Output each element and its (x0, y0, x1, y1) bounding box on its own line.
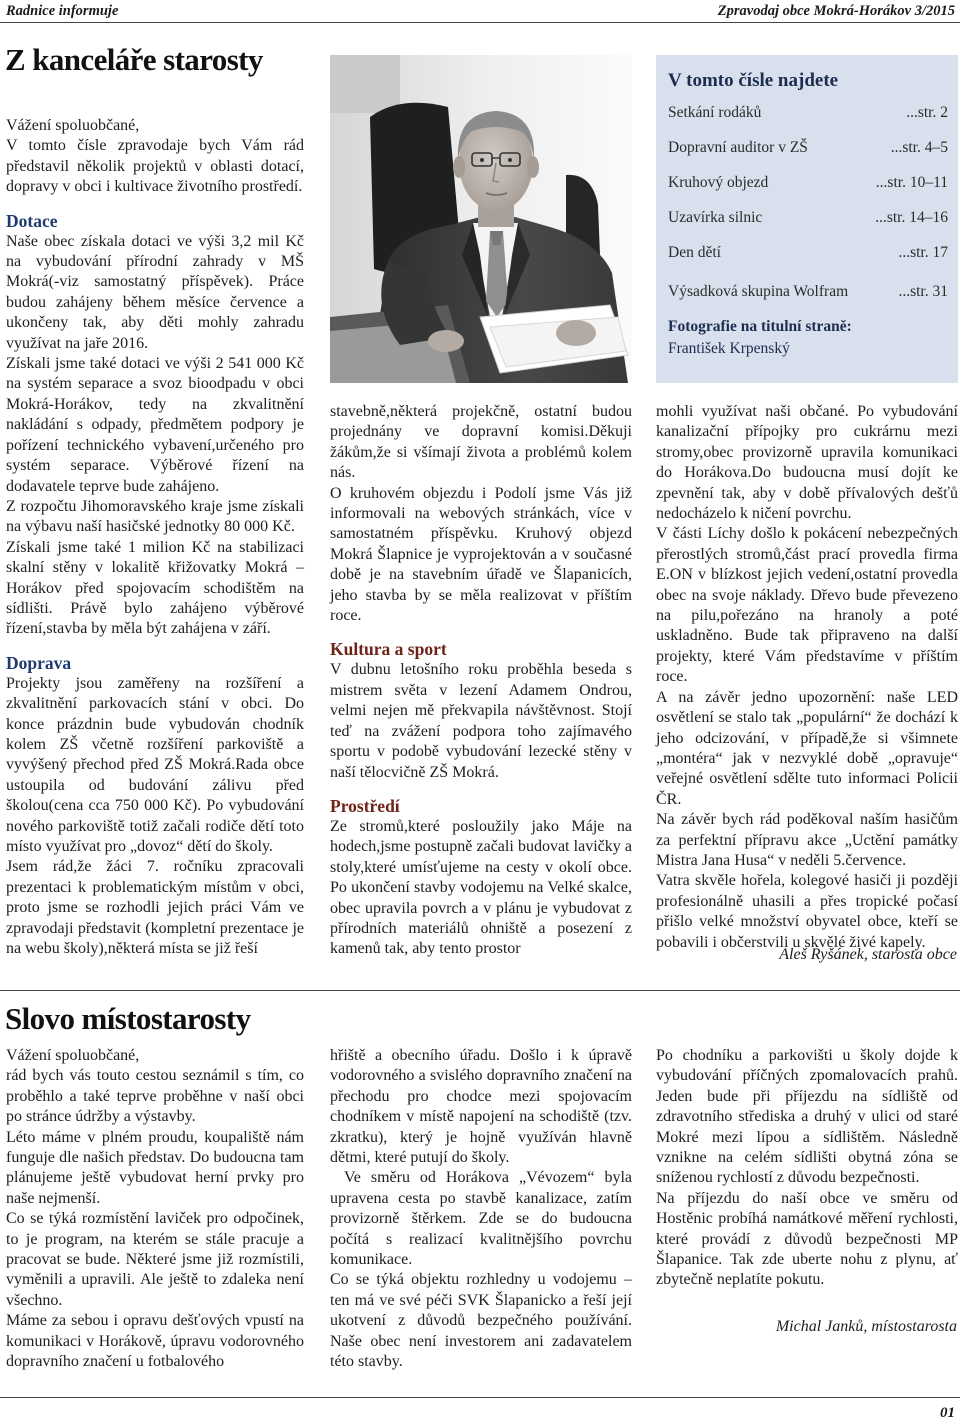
prostredi-paragraph: A na závěr jedno upozornění: naše LED osvětlení se stalo tak „populární“ že dochází k jeho odcizování, v případě,že si všimnete „montéra“ jak v nezvyklé době „opravuje“ veřejné osvětlení sdělte tuto informaci Policii ČR. (656, 688, 958, 808)
article1-signature: Aleš Ryšánek, starosta obce (779, 946, 957, 963)
contents-item (668, 103, 948, 138)
paragraph: Ve směru od Horákova „Vévozem“ byla upravena cesta po stavbě kanalizace, zatím provizorně štěrkem. Zde se do budoucna počítá s realizací kvalitnějšího povrchu komunikace. (330, 1169, 632, 1269)
contents-item-page: ...str. 31 (898, 283, 948, 300)
doprava-paragraph: stavebně,některá projekčně, ostatní budou projednány ve dopravní komisi.Děkuji žákům,že si všímají života a problémů kolem nás. (330, 403, 632, 482)
prostredi-paragraph: Vatra skvěle hořela, kolegové hasiči ji později profesionálně uhasili a přes tropické počasí přišlo velké množství obyvatel obce, kteří se pobavili i občerstvili u skvělé živé kapely. (656, 872, 958, 951)
article-title: Slovo místostarosty (5, 1001, 251, 1036)
running-header-section: Radnice informuje (6, 3, 119, 19)
article-separator-rule (0, 990, 960, 991)
article2-signature: Michal Janků, místostarosta (775, 1318, 957, 1335)
article2-column-3 (656, 1046, 958, 1291)
contents-item (668, 243, 948, 278)
paragraph: Po chodníku a parkovišti u školy dojde k vybudování příčných zpomalovacích prahů. Jeden bude při příjezdu na sídliště od zdravotního střediska a druhý v ulici od staré Mokré mezi lípou a sídlištěm. Následně vznikne na celém sídlišti obytná zóna se sníženou rychlostí z důvodu bezpečnosti. (656, 1047, 958, 1187)
footer-rule (0, 1397, 960, 1398)
paragraph: hřiště a obecního úřadu. Došlo i k úpravě vodorovného a svislého dopravního značení na přechodu pro chodce mezi spojovacím chodníkem v místě napojení na schodiště (tzv. zkratku), který je hojně využíván hlavně dětmi, které putují do školy. (330, 1047, 632, 1167)
article1-column-2 (330, 402, 632, 960)
paragraph: Na příjezdu do naší obce ve směru od Hostěnic probíhá namátkové měření rychlosti, které provádí z důvodů bezpečnosti MP Šlapanice. Tak zde uberte nohu z plynu, ať zbytečně neplatíte pokutu. (656, 1189, 958, 1289)
dotace-paragraph: Naše obec získala dotaci ve výši 3,2 mil Kč na vybudování přírodní zahrady v MŠ Mokrá(-viz samostatný příspěvek). Práce budou zahájeny během měsíce července a ukončeny tak, aby děti mohly zahradu využívat na jaře 2016. (6, 232, 304, 352)
contents-item-label: Setkání rodáků (668, 104, 762, 121)
prostredi-paragraph: V části Líchy došlo k pokácení nebezpečných přerostlých stromů,část prací provedla firma E.ON v blízkost jejich vedení,ostatní provedla obec na svoje náklady. Dřevo bude převezeno na pilu,pořezáno na hranoly a poté uskladněno. Bude tak připraveno na další projekty, které Vám představíme v příštím roce. (656, 525, 958, 686)
article1-column-1 (6, 116, 304, 959)
dotace-paragraph: Získali jsme také dotaci ve výši 2 541 000 Kč na systém separace a svoz bioodpadu v obci Mokrá-Horákov, tedy na zkvalitnění nakládání s odpady, předmětem podpory je pořízení technického vybavení,určeného pro systém separace. Výběrové řízení na dodavatele teprve bude zahájeno. (6, 355, 304, 495)
prostredi-paragraph: Ze stromů,které posloužily jako Máje na hodech,jsme postupně začali budovat lavičky a stoly,které umísťujeme na cesty v okolí obce. Po ukončení stavby vodojemu na Velké skalce, obec upravila povrch a v plánu je vybudovat z přírodních materiálů ohniště a posezení z kamenů tak, aby tento prostor (330, 817, 632, 958)
paragraph: Co se týká objektu rozhledny u vodojemu – ten má ve své péči SVK Šlapanicko a řeší její ukotvení z důvodů bezpečného používání. Naše obec není investorem ani zadavatelem této stavby. (330, 1271, 632, 1371)
section-heading-kultura: Kultura a sport (330, 639, 447, 660)
dotace-paragraph: Z rozpočtu Jihomoravského kraje jsme získali na výbavu naší hasičské jednotky 80 000 Kč. (6, 497, 304, 536)
contents-item-label: Dopravní auditor v ZŠ (668, 139, 808, 156)
paragraph: Co se týká rozmístění laviček pro odpočinek, to je program, na kterém se stále pracuje a pracovat se bude. Některé jsme již rozmístili, vyměnili a upravili. Ale ještě to zdaleka není všechno. (6, 1210, 304, 1309)
prostredi-paragraph: mohli využívat naši občané. Po vybudování kanalizační přípojky pro cukrárnu mezi stromy,obec provizorně upravila komunikaci do Horákova.Do budoucna musí dojít ke zpevnění tak, aby v době přívalových dešťů nedocházelo k ničení povrchu. (656, 403, 958, 523)
doprava-paragraph: Jsem rád,že žáci 7. ročníku zpracovali prezentaci k problematickým místům v obci, proto jsme se rozhodli jejich práci Vám ve zpravodaji představit (kompletní prezentace je na webu školy),některá místa se již řeší (6, 858, 304, 958)
contents-item-label: Den dětí (668, 244, 721, 261)
article-title: Z kanceláře starosty (5, 42, 263, 77)
portrait-illustration (330, 55, 632, 383)
photo-credit-name: František Krpenský (668, 340, 790, 357)
contents-item-label: Uzavírka silnic (668, 209, 763, 226)
contents-item-page: ...str. 17 (898, 244, 948, 261)
doprava-paragraph: O kruhovém objezdu i Podolí jsme Vás již informovali na webových stránkách, více v samostatném příspěvku. Kruhový objezd Mokrá Šlapnice je vyprojektován a v současné době je na stavebním úřadě ve Šlapanicích, jeho stavba by se měla realizovat v příštím roce. (330, 484, 632, 625)
contents-item (668, 282, 948, 306)
contents-item (668, 138, 948, 173)
contents-item-label: Výsadková skupina Wolfram (668, 283, 849, 300)
contents-item-label: Kruhový objezd (668, 174, 769, 191)
contents-item (668, 208, 948, 243)
section-heading-prostredi: Prostředí (330, 795, 400, 816)
article2-column-1 (6, 1046, 304, 1373)
contents-item-page: ...str. 10–11 (875, 174, 948, 191)
contents-item-page: ...str. 14–16 (875, 209, 948, 226)
article2-column-2 (330, 1046, 632, 1373)
dotace-paragraph: Získali jsme také 1 milion Kč na stabilizaci skalní stěny v lokalitě křižovatky Mokrá –Horákov před spojovacím schodištěm na sídlišti. Právě bylo zahájeno výběrové řízení,stavba by měla být zahájena v září. (6, 538, 304, 638)
portrait-photo (330, 55, 632, 383)
header-rule (0, 22, 960, 23)
prostredi-paragraph: Na závěr bych rád poděkoval naším hasičům za perfektní přípravu akce „Uctění památky Mistra Jana Husa“ v neděli 5.července. (656, 811, 958, 869)
contents-box (656, 55, 958, 383)
section-heading-dotace: Dotace (6, 210, 58, 231)
contents-item-page: ...str. 4–5 (890, 139, 948, 156)
intro-paragraph: V tomto čísle zpravodaje bych Vám rád představil několik projektů v oblasti dotací, dopravy v obci i kultivace životního prostředí. (6, 137, 304, 196)
paragraph: Léto máme v plném proudu, koupaliště nám funguje dle našich představ. Do budoucna tam plánujeme ještě vybudovat herní prvky pro naše nejmenší. (6, 1128, 304, 1207)
article1-column-3 (656, 402, 958, 953)
contents-item (668, 173, 948, 208)
contents-title: V tomto čísle najdete (668, 70, 839, 91)
section-heading-doprava: Doprava (6, 652, 72, 673)
paragraph: rád bych vás touto cestou seznámil s tím, co proběhlo a také teprve proběhne v naší obci po stránce údržby a výstavby. (6, 1067, 304, 1126)
contents-item-page: ...str. 2 (906, 104, 948, 121)
window (330, 55, 400, 113)
greeting: Vážení spoluobčané, (6, 117, 140, 134)
running-header-publication: Zpravodaj obce Mokrá-Horákov 3/2015 (717, 3, 955, 19)
greeting: Vážení spoluobčané, (6, 1047, 140, 1064)
photo-credit-label: Fotografie na titulní straně: (668, 318, 852, 335)
page-number: 01 (940, 1405, 955, 1421)
kultura-paragraph: V dubnu letošního roku proběhla beseda s mistrem světa v lezení Adamem Ondrou, velmi nejen mě překvapila návštěvnost. Stojí teď na zvážení podpora toho zajímavého sportu v podobě vybudování lezecké stěny v naší tělocvičně ZŠ Mokrá. (330, 661, 632, 781)
doprava-paragraph: Projekty jsou zaměřeny na rozšíření a zkvalitnění parkovacích stání v obci. Do konce prázdnin bude vybudován chodník kolem ZŠ včetně rozšíření parkoviště a vyvýšený přechod před ZŠ Mokrá.Rada obce ustoupila od budování zálivu před školou(cena cca 750 000 Kč). Po vybudování nového parkoviště totiž začali rodiče dětí toto místo využívat pro „dovoz“ dětí do školy. (6, 674, 304, 855)
paragraph: Máme za sebou i opravu dešťových vpustí na komunikaci v Horákově, úpravu vodorovného dopravního značení u fotbalového (6, 1312, 304, 1371)
